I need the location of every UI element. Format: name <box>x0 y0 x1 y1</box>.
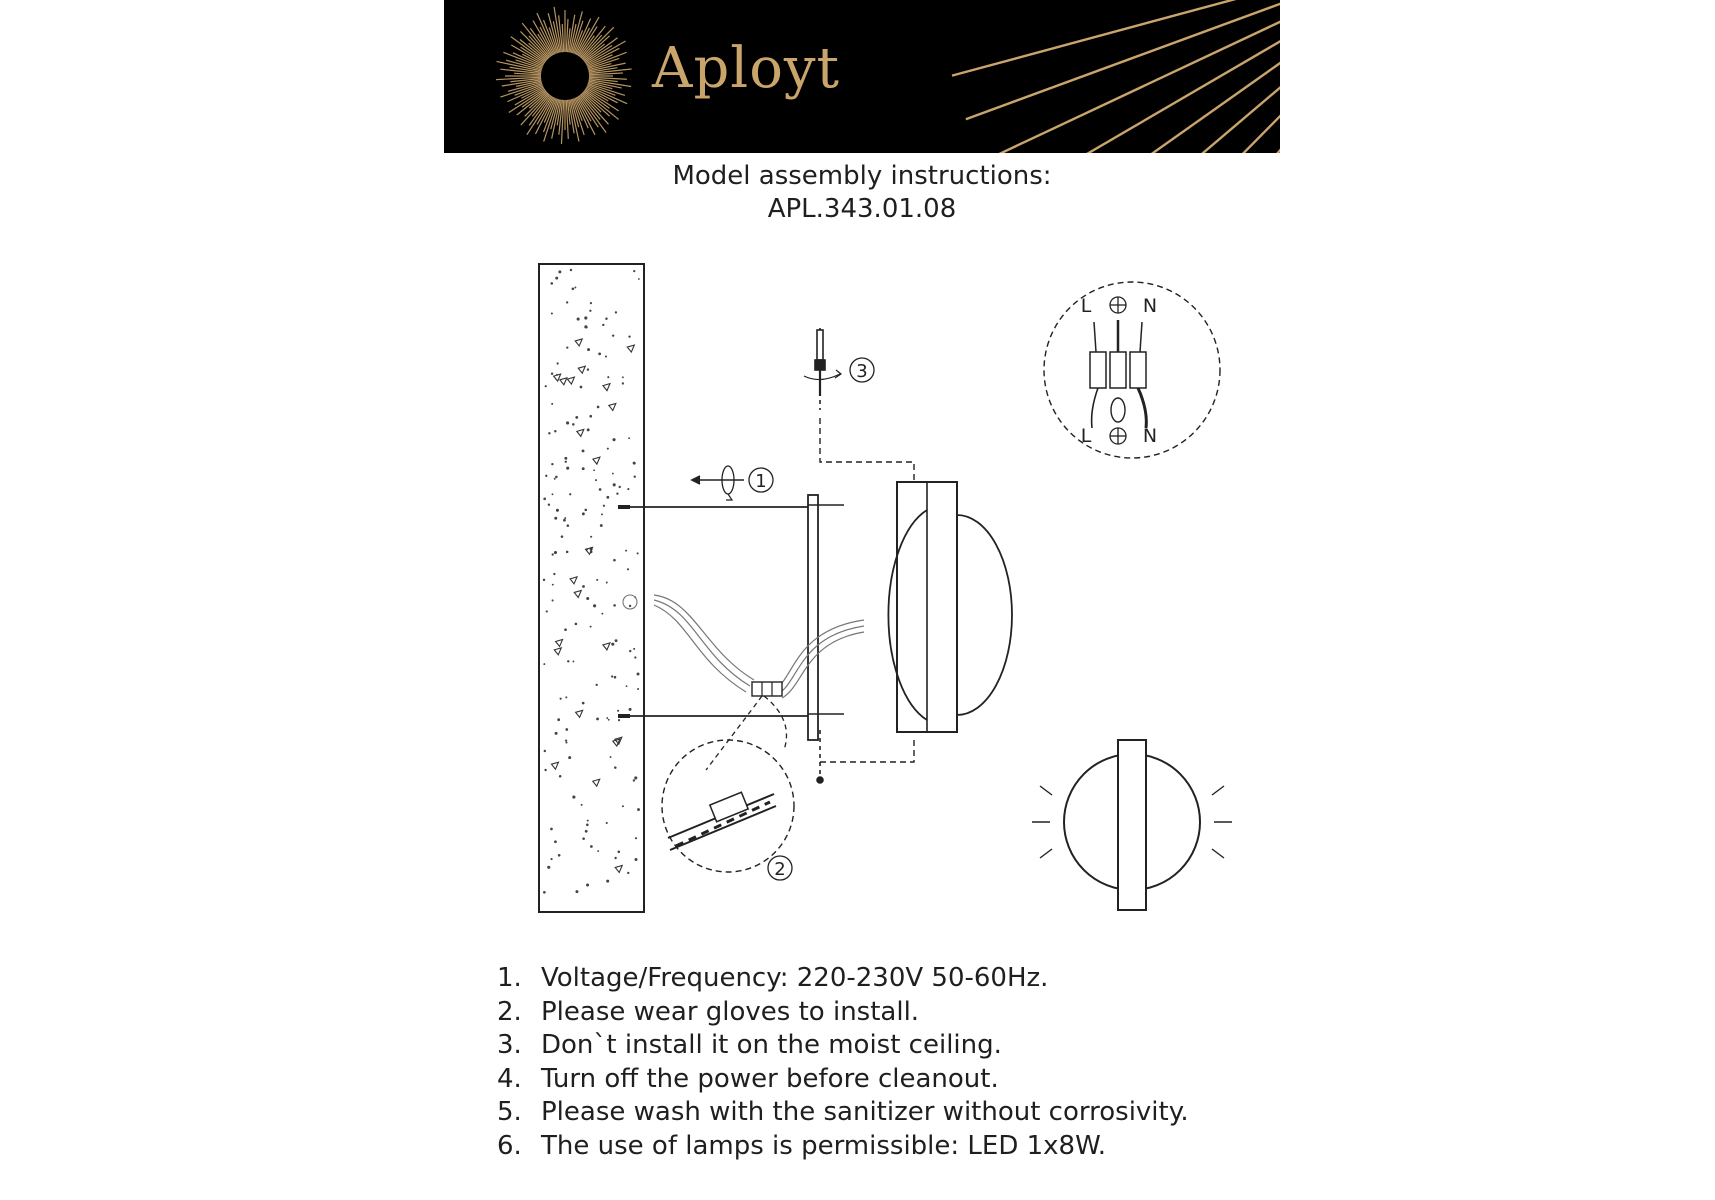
sun-logo-icon <box>544 55 586 97</box>
instruction-item: 1. Voltage/Frequency: 220-230V 50-60Hz. <box>497 963 1049 993</box>
wiring-diagram-inset <box>1044 282 1220 458</box>
svg-text:2: 2 <box>774 859 786 880</box>
terminal-detail-inset <box>662 696 794 872</box>
instruction-item: 2. Please wear gloves to install. <box>497 996 920 1027</box>
instruction-item: 3. Don`t install it on the moist ceiling. <box>497 1030 1002 1061</box>
assembly-diagram <box>444 250 1280 930</box>
screw-icon <box>804 328 841 410</box>
svg-text:3: 3 <box>856 361 868 382</box>
wires <box>623 595 864 698</box>
svg-text:1: 1 <box>755 471 767 492</box>
step-1-marker <box>749 468 773 492</box>
lamp-body <box>888 482 1012 732</box>
sunburst-decoration <box>444 0 1280 153</box>
document-title <box>444 160 1280 226</box>
instruction-item: 4. Turn off the power before cleanout. <box>497 1063 999 1094</box>
title-line: Model assembly instructions: <box>672 161 1052 191</box>
step-2-marker <box>768 856 792 880</box>
model-number: APL.343.01.08 <box>767 194 957 224</box>
svg-text:N: N <box>1142 425 1158 447</box>
brand-banner <box>444 0 1280 153</box>
instruction-item: 6. The use of lamps is permissible: LED 1x8W. <box>497 1130 1107 1161</box>
wall-section <box>539 264 644 912</box>
terminal-block-icon <box>752 682 782 696</box>
step-3-marker <box>850 358 874 382</box>
connector-block <box>1090 320 1146 428</box>
alignment-guides <box>820 418 914 762</box>
brand-logo-text: Aployt <box>652 36 841 101</box>
instruction-item: 5. Please wash with the sanitizer without corrosivity. <box>497 1097 1189 1128</box>
svg-text:L: L <box>1080 425 1092 447</box>
svg-text:L: L <box>1080 295 1092 317</box>
svg-text:N: N <box>1142 295 1158 317</box>
drill-arrow-icon <box>692 466 744 500</box>
instruction-list <box>497 962 1189 1164</box>
assembled-lamp-view <box>1032 740 1232 910</box>
